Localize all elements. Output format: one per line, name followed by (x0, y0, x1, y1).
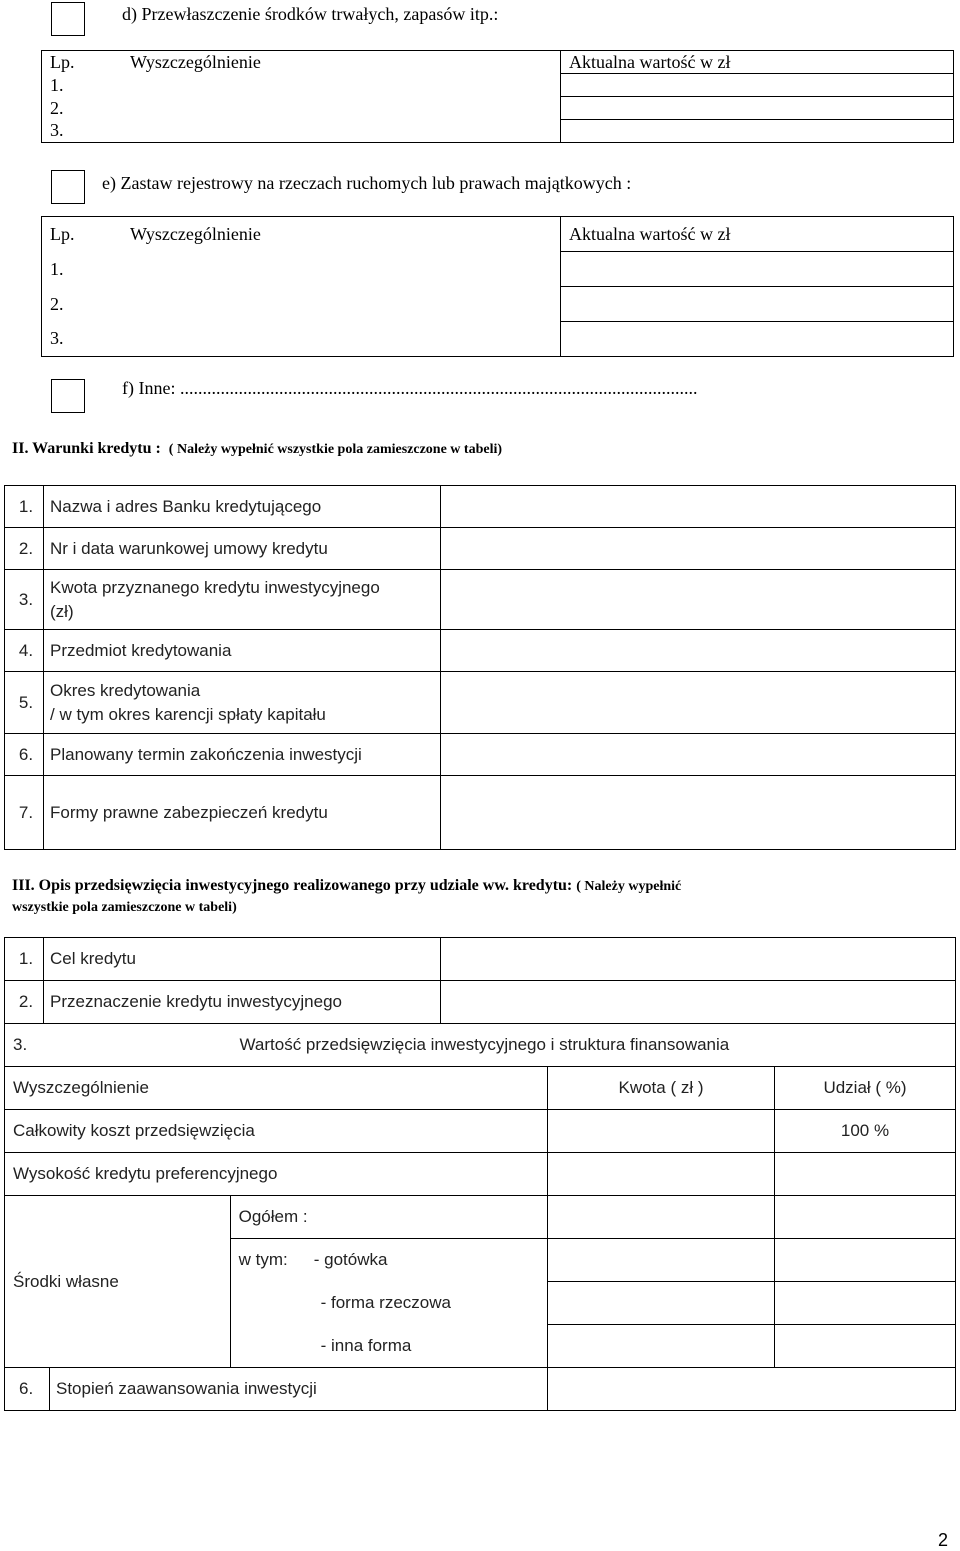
credit-period-field[interactable] (441, 672, 956, 734)
row-label: Planowany termin zakończenia inwestycji (44, 734, 441, 776)
row-label: Stopień zaawansowania inwestycji (50, 1368, 548, 1411)
table-cell[interactable] (561, 74, 954, 97)
own-funds-cash-share[interactable] (775, 1239, 956, 1282)
own-funds-cash-label: w tym: - gotówka (230, 1239, 547, 1282)
preferential-credit-label: Wysokość kredytu preferencyjnego (5, 1153, 548, 1196)
section-f-checkbox[interactable] (51, 379, 85, 413)
table-row-num: 2. (42, 287, 131, 322)
table-cell[interactable] (561, 322, 954, 357)
credit-allocation-field[interactable] (441, 981, 956, 1024)
credit-amount-field[interactable] (441, 570, 956, 630)
section-d-checkbox[interactable] (51, 2, 85, 36)
section-3-note: ( Należy wypełnić (576, 879, 682, 894)
own-funds-other-label: - inna forma (230, 1325, 547, 1368)
row-number: 5. (5, 672, 44, 734)
row-label: Nazwa i adres Banku kredytującego (44, 486, 441, 528)
own-funds-other-amount[interactable] (548, 1325, 775, 1368)
row-label: Przedmiot kredytowania (44, 630, 441, 672)
own-funds-cash-amount[interactable] (548, 1239, 775, 1282)
investment-table (4, 937, 956, 1024)
header-lp: Lp. (42, 217, 131, 252)
total-cost-label: Całkowity koszt przedsięwzięcia (5, 1110, 548, 1153)
header-lp: Lp. (42, 51, 131, 74)
agreement-number-field[interactable] (441, 528, 956, 570)
row-label: Kwota przyznanego kredytu inwestycyjnego (zł) (44, 570, 441, 630)
section-2-note: ( Należy wypełnić wszystkie pola zamieszczone w tabeli) (168, 442, 503, 457)
total-cost-amount[interactable] (548, 1110, 775, 1153)
section-3-note-cont: wszystkie pola zamieszczone w tabeli) (12, 900, 237, 915)
table-row-num: 3. (42, 322, 131, 357)
header-share: Udział ( %) (775, 1067, 956, 1110)
own-funds-total-label: Ogółem : (230, 1196, 547, 1239)
row-number: 1. (5, 486, 44, 528)
row-label: Przeznaczenie kredytu inwestycyjnego (44, 981, 441, 1024)
own-funds-in-kind-share[interactable] (775, 1282, 956, 1325)
table-row-num: 3. (42, 120, 131, 143)
section-e-label: e) Zastaw rejestrowy na rzeczach ruchomych lub prawach majątkowych : (102, 173, 632, 193)
section-e-checkbox[interactable] (51, 170, 85, 204)
page-number: 2 (937, 1530, 948, 1550)
table-cell[interactable] (561, 287, 954, 322)
table-row-num: 1. (42, 74, 131, 97)
collateral-field[interactable] (441, 776, 956, 850)
row-number: 6. (5, 1368, 50, 1411)
row-number: 3. (5, 570, 44, 630)
row-label: Formy prawne zabezpieczeń kredytu (44, 776, 441, 850)
completion-date-field[interactable] (441, 734, 956, 776)
row-number: 2. (5, 981, 44, 1024)
header-description: Wyszczególnienie (5, 1067, 548, 1110)
own-funds-total-share[interactable] (775, 1196, 956, 1239)
row-number: 1. (5, 938, 44, 981)
section-f-label: f) Inne: ................................................................................................................... (122, 378, 698, 398)
own-funds-in-kind-label: - forma rzeczowa (230, 1282, 547, 1325)
table-cell[interactable] (130, 120, 561, 143)
own-funds-total-amount[interactable] (548, 1196, 775, 1239)
row-number: 7. (5, 776, 44, 850)
table-cell[interactable] (130, 252, 561, 287)
own-funds-other-share[interactable] (775, 1325, 956, 1368)
table-cell[interactable] (561, 120, 954, 143)
section-d-table (41, 50, 954, 143)
header-description: Wyszczególnienie (130, 51, 561, 74)
table-cell[interactable] (130, 74, 561, 97)
investment-progress-field[interactable] (548, 1368, 956, 1411)
total-cost-share: 100 % (775, 1110, 956, 1153)
section-3-title: III. Opis przedsięwzięcia inwestycyjnego realizowanego przy udziale ww. kredytu: (12, 877, 573, 894)
header-description: Wyszczególnienie (130, 217, 561, 252)
section-e-table (41, 216, 954, 357)
preferential-credit-amount[interactable] (548, 1153, 775, 1196)
table-cell[interactable] (130, 97, 561, 120)
credit-purpose-field[interactable] (441, 938, 956, 981)
table-row-num: 1. (42, 252, 131, 287)
credit-terms-table (4, 485, 956, 850)
preferential-credit-share[interactable] (775, 1153, 956, 1196)
row-number: 3. (5, 1024, 50, 1067)
row-label: Wartość przedsięwzięcia inwestycyjnego i struktura finansowania (50, 1024, 956, 1067)
row-number: 6. (5, 734, 44, 776)
section-d-label: d) Przewłaszczenie środków trwałych, zapasów itp.: (122, 4, 499, 24)
credit-subject-field[interactable] (441, 630, 956, 672)
table-cell[interactable] (561, 252, 954, 287)
own-funds-label: Środki własne (5, 1196, 231, 1368)
table-cell[interactable] (130, 322, 561, 357)
header-value: Aktualna wartość w zł (561, 217, 954, 252)
own-funds-in-kind-amount[interactable] (548, 1282, 775, 1325)
section-3-heading (12, 876, 942, 918)
table-cell[interactable] (561, 97, 954, 120)
row-number: 4. (5, 630, 44, 672)
table-cell[interactable] (130, 287, 561, 322)
bank-name-field[interactable] (441, 486, 956, 528)
row-number: 2. (5, 528, 44, 570)
section-2-title: II. Warunki kredytu : (12, 440, 161, 457)
header-value: Aktualna wartość w zł (561, 51, 954, 74)
header-amount: Kwota ( zł ) (548, 1067, 775, 1110)
row-label: Nr i data warunkowej umowy kredytu (44, 528, 441, 570)
section-2-heading (12, 440, 502, 458)
table-row-num: 2. (42, 97, 131, 120)
row-label: Okres kredytowania / w tym okres karencji spłaty kapitału (44, 672, 441, 734)
row-label: Cel kredytu (44, 938, 441, 981)
financing-structure-table (4, 1023, 956, 1411)
